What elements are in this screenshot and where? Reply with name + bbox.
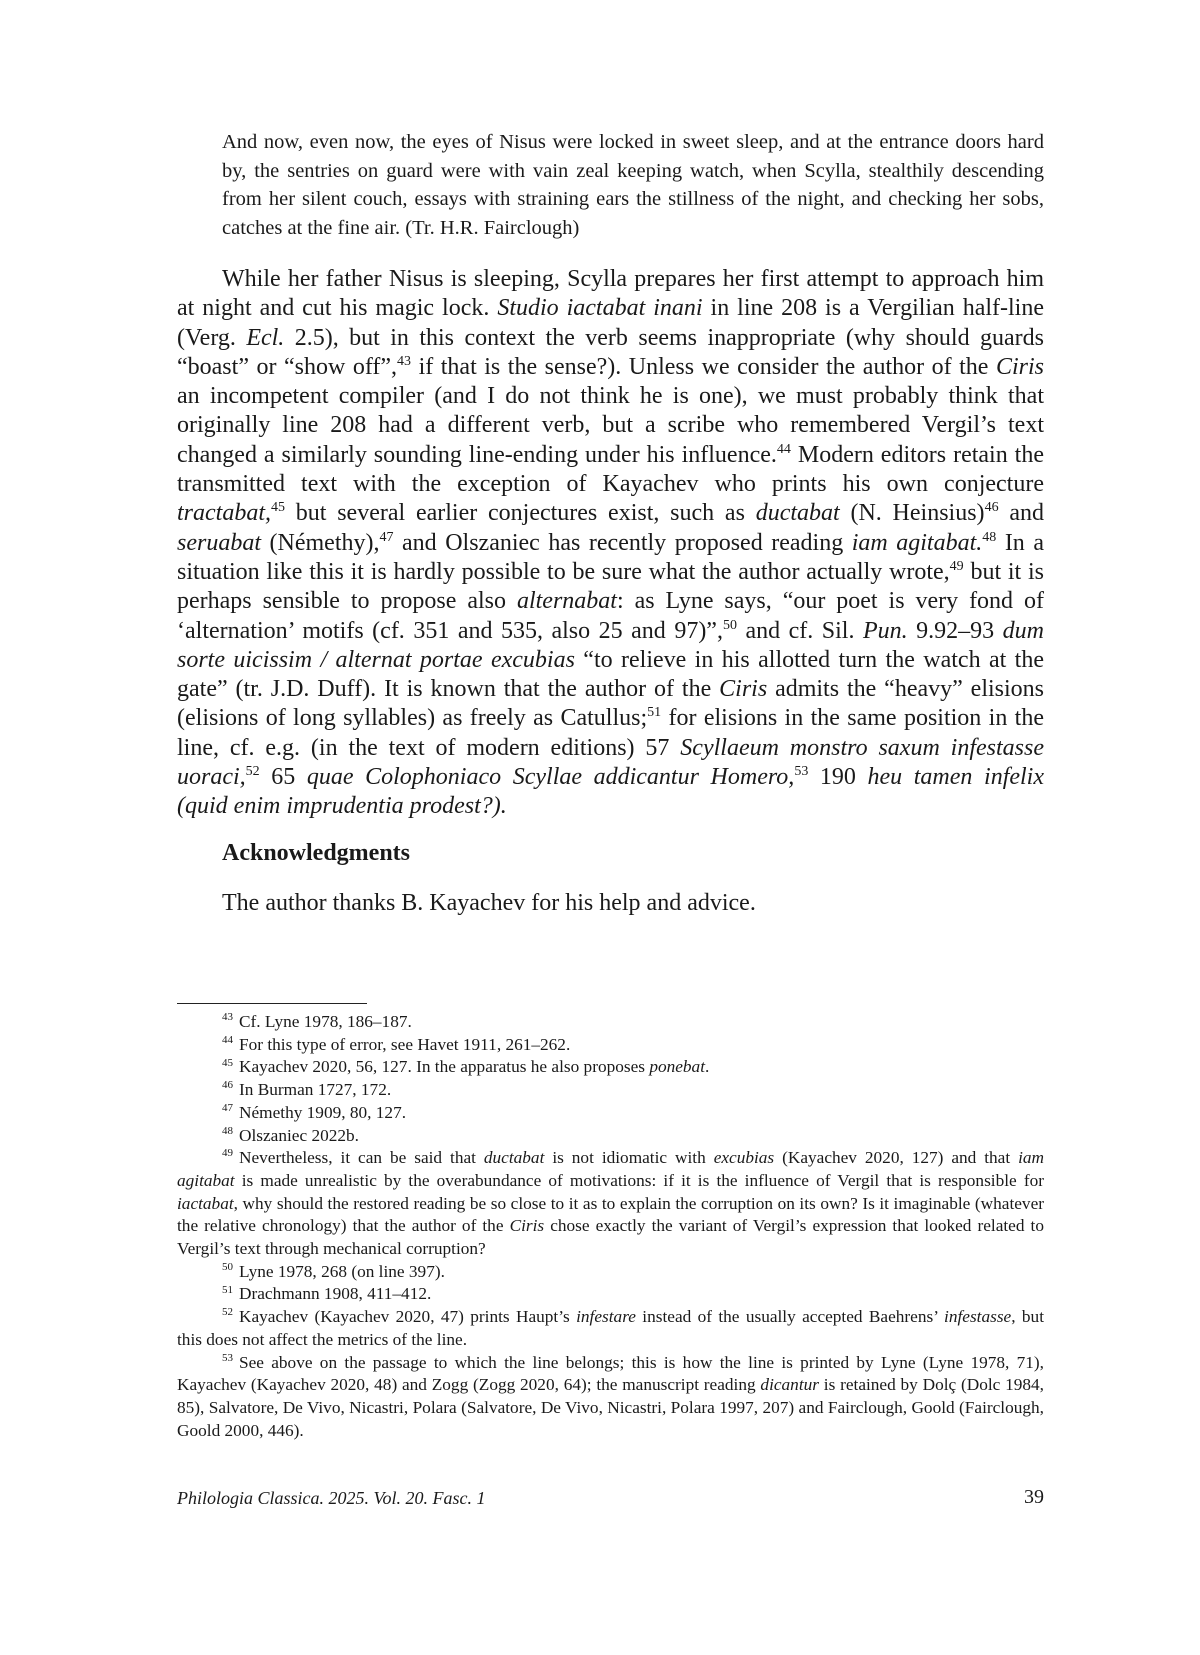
- italic-run: Ciris: [995, 353, 1045, 380]
- block-quote-translation: And now, even now, the eyes of Nisus were locked in sweet sleep, and at the entrance doors hard by, the sentries on guard were with vain zeal keeping watch, when Scylla, stealthily descending from her silent couch, essays with straining ears the stillness of the night, and checking her sobs, catches at the fine air. (Tr. H.R. Fairclough): [222, 131, 1044, 239]
- footnote-text: Lyne 1978, 268 (on line 397).: [239, 1261, 445, 1281]
- text-run: 65: [259, 764, 307, 791]
- text-run: but several earlier conjectures exist, such as: [285, 500, 756, 527]
- footnote-number: 49: [222, 1147, 233, 1160]
- footnote-text: is not idiomatic with: [544, 1148, 714, 1168]
- italic-run: ductabat: [755, 500, 840, 527]
- text-run: (Némethy),: [261, 529, 380, 556]
- italic-run: Ciris: [509, 1216, 545, 1236]
- text-run: 9.92–93: [907, 617, 1003, 644]
- footnote-52: [177, 1306, 1044, 1351]
- text-run: Modern editors retain the transmitted text with the exception of Kayachev who prints his own conjecture: [177, 441, 1044, 498]
- italic-run: Ecl.: [246, 324, 285, 351]
- footnote-text: .: [705, 1057, 710, 1077]
- footnote-number: 48: [222, 1124, 233, 1137]
- italic-run: alternabat: [516, 588, 617, 615]
- footnote-ref-46[interactable]: 46: [984, 500, 999, 516]
- footnote-50: [177, 1261, 1044, 1284]
- text-run: in line 208 is a Vergilian half-line (Verg.: [177, 295, 1044, 351]
- footnote-43: [177, 1011, 1044, 1034]
- text-run: 2.5), but in this context the verb seems inappropriate (why should guards “boast” or “show off”,: [177, 324, 1044, 380]
- text-run: for elisions in the same position in the line, cf. e.g. (in the text of modern editions) 57: [177, 705, 1045, 761]
- footnote-number: 51: [222, 1283, 233, 1296]
- italic-run: infestasse: [944, 1307, 1012, 1327]
- main-paragraph: [177, 265, 1044, 822]
- footnote-text: Kayachev (Kayachev 2020, 47) prints Haupt’s: [239, 1307, 577, 1327]
- footnote-text: See above on the passage to which the line belongs; this is how the line is printed by Lyne (Lyne 1978, 71), Kayachev (Kayachev 2020, 48) and Zogg (Zogg 2020, 64); the manuscript reading: [177, 1352, 1044, 1395]
- italic-run: Pun.: [862, 617, 908, 644]
- footnote-ref-49[interactable]: 49: [949, 558, 964, 574]
- footnote-text: (Kayachev 2020, 127) and that: [774, 1148, 1019, 1168]
- footnote-53: [177, 1352, 1044, 1443]
- footnote-ref-50[interactable]: 50: [722, 617, 737, 633]
- italic-run: Studio iactabat inani: [497, 295, 703, 322]
- footnote-ref-44[interactable]: 44: [776, 441, 791, 457]
- footnote-ref-52[interactable]: 52: [245, 764, 260, 780]
- italic-run: dum sorte uicissim / alternat portae excubias: [177, 617, 1045, 673]
- journal-citation-footer: Philologia Classica. 2025. Vol. 20. Fasc. 1: [177, 1488, 486, 1508]
- italic-run: tractabat,: [177, 500, 271, 527]
- text-run: “to relieve in his allotted turn the watch at the gate” (tr. J.D. Duff). It is known that the author of the: [177, 646, 1044, 703]
- text-run: and Olszaniec has recently proposed reading: [393, 529, 852, 556]
- footnote-text: Kayachev 2020, 56, 127. In the apparatus he also proposes: [239, 1057, 650, 1077]
- italic-run: ponebat: [649, 1057, 706, 1077]
- footnote-number: 52: [222, 1306, 233, 1319]
- footnote-text: Némethy 1909, 80, 127.: [239, 1102, 407, 1122]
- footnote-text: Nevertheless, it can be said that: [239, 1148, 484, 1168]
- footnote-number: 44: [222, 1033, 233, 1046]
- italic-run: quae Colophoniaco Scyllae addicantur Homero,: [306, 764, 795, 791]
- footnote-ref-47[interactable]: 47: [379, 529, 394, 545]
- footnote-text: For this type of error, see Havet 1911, 261–262.: [239, 1034, 571, 1054]
- footnote-44: [177, 1034, 1044, 1057]
- footnotes-section: [177, 1011, 1044, 1442]
- text-run: an incompetent compiler (and I do not think he is one), we must probably think that originally line 208 had a different verb, but a scribe who remembered Vergil’s text changed a similarly sounding line-ending under his influence.: [177, 383, 1044, 468]
- text-run: (N. Heinsius): [839, 500, 985, 527]
- footnote-text: , why should the restored reading be so close to it as to explain the corruption on its own? Is it imaginable (whatever the relative chronology) that the author of the: [177, 1193, 1044, 1236]
- footnote-number: 50: [222, 1260, 233, 1273]
- footnote-text: chose exactly the variant of Vergil’s expression that looked related to Vergil’s text through mechanical corruption?: [177, 1216, 1044, 1259]
- italic-run: excubias: [713, 1148, 775, 1168]
- italic-run: infestare: [576, 1307, 636, 1327]
- text-run: and cf. Sil.: [736, 617, 863, 644]
- italic-run: iactabat: [177, 1193, 234, 1213]
- text-run: but it is perhaps sensible to propose also: [177, 558, 1044, 615]
- footnote-51: [177, 1283, 1044, 1306]
- footnote-text: instead of the usually accepted Baehrens’: [635, 1307, 945, 1327]
- footnote-number: 43: [222, 1011, 233, 1024]
- acknowledgments-heading: Acknowledgments: [222, 840, 411, 866]
- footnote-number: 45: [222, 1056, 233, 1069]
- footnote-number: 46: [222, 1079, 233, 1092]
- text-run: if that is the sense?). Unless we consider the author of the: [411, 353, 996, 380]
- page-number: 39: [1024, 1486, 1044, 1508]
- italic-run: heu tamen infelix (quid enim imprudentia prodest?).: [177, 764, 1044, 820]
- text-run: 190: [808, 764, 868, 791]
- footnote-49: [177, 1147, 1044, 1261]
- italic-run: ductabat: [483, 1148, 545, 1168]
- footnote-45: [177, 1056, 1044, 1079]
- footnote-ref-45[interactable]: 45: [271, 500, 285, 516]
- footnote-text: Olszaniec 2022b.: [239, 1125, 359, 1145]
- italic-run: seruabat: [177, 529, 261, 556]
- footnote-text: In Burman 1727, 172.: [239, 1080, 392, 1100]
- footnote-text: is made unrealistic by the overabundance of motivations: if it is the influence of Vergil that is responsible for: [234, 1170, 1044, 1190]
- text-run: While her father Nisus is sleeping, Scylla prepares her first attempt to approach him at night and cut his magic lock.: [177, 266, 1044, 322]
- footnote-number: 53: [222, 1351, 233, 1364]
- italic-run: iam agitabat.: [851, 529, 983, 556]
- italic-run: Ciris: [719, 676, 768, 703]
- footnote-text: is retained by Dolç (Dolc 1984, 85), Salvatore, De Vivo, Nicastri, Polara (Salvatore, De Vivo, Nicastri, Polara 1997, 207) and Fairclough, Goold (Fairclough, Goold 2000, 446).: [177, 1375, 1044, 1440]
- text-run: and: [998, 500, 1044, 527]
- acknowledgments-text: The author thanks B. Kayachev for his help and advice.: [222, 890, 756, 916]
- footnote-text: Drachmann 1908, 411–412.: [239, 1284, 432, 1304]
- italic-run: dicantur: [760, 1375, 819, 1395]
- italic-run: Scyllaeum monstro saxum infestasse uoraci,: [177, 734, 1044, 791]
- footnote-text: Cf. Lyne 1978, 186–187.: [239, 1012, 412, 1031]
- footnote-46: [177, 1079, 1044, 1102]
- footnote-47: [177, 1102, 1044, 1125]
- text-run: In a situation like this it is hardly possible to be sure what the author actually wrote,: [177, 529, 1044, 585]
- footnote-48: [177, 1125, 1044, 1148]
- footnote-ref-53[interactable]: 53: [794, 764, 809, 780]
- footnote-text: , but this does not affect the metrics of the line.: [177, 1307, 1044, 1349]
- footnote-ref-43[interactable]: 43: [397, 353, 412, 369]
- text-run: admits the “heavy” elisions (elisions of long syllables) as freely as Catullus;: [177, 676, 1044, 732]
- footnote-ref-48[interactable]: 48: [982, 529, 997, 545]
- footnote-divider: [177, 1003, 367, 1004]
- italic-run: iam agitabat: [177, 1148, 1045, 1190]
- text-run: : as Lyne says, “our poet is very fond of ‘alternation’ motifs (cf. 351 and 535, also 25 and 97)”,: [177, 588, 1044, 644]
- footnote-ref-51[interactable]: 51: [647, 705, 662, 721]
- footnote-number: 47: [222, 1102, 233, 1115]
